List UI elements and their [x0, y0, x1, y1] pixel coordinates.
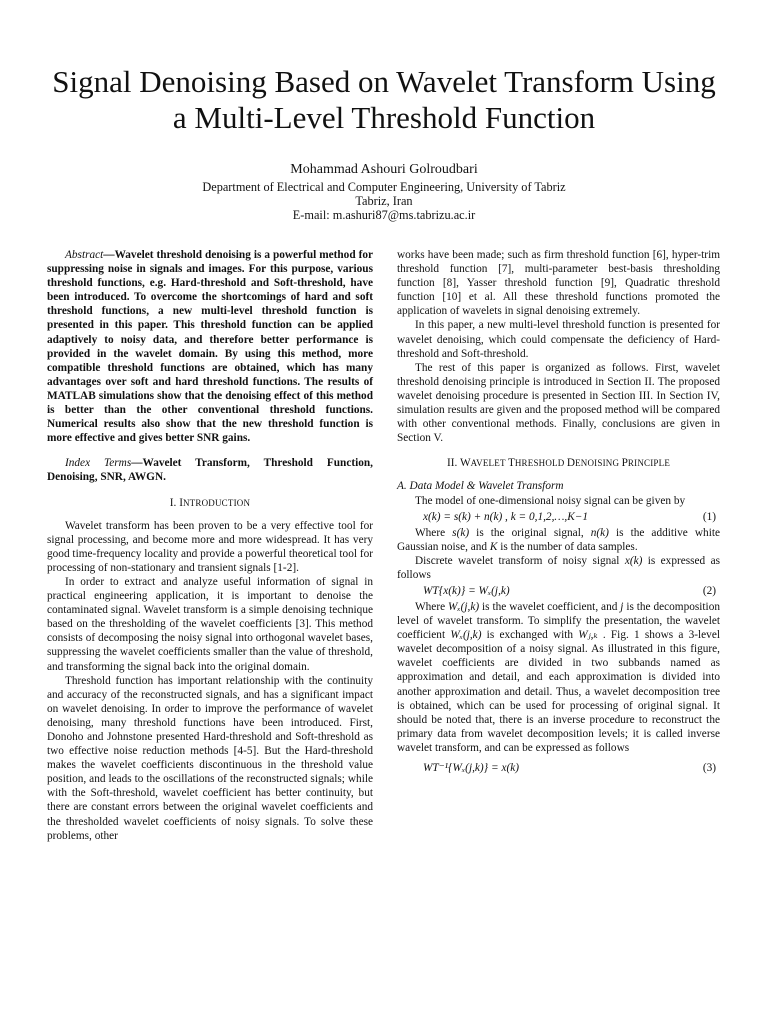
- right-intro-paragraph-3: The rest of this paper is organized as follows. First, wavelet threshold denoising principle is introduced in Section II. The proposed wavelet denoising procedure is presented in Section III. In Section IV, simulation results are given and the proposed method will be compared with other conventional methods. Finally, conclusions are given in Section V.: [397, 361, 720, 445]
- equation-3: [397, 759, 720, 777]
- where-paragraph-2: Where Wₓ(j,k) is the wavelet coefficient, and j is the decomposition level of wavelet transform. To simplify the presentation, the wavelet coefficient Wₓ(j,k) is exchanged with Wⱼ,ₖ . Fig. 1 shows a 3-level wavelet decomposition of a noisy signal. As illustrated in this figure, wavelet coefficients are divided in two subbands named as approximation and detail, and each approximation is divided into another approximation and detail. Thus, a wavelet decomposition tree is obtained, which can be used for processing of original signal. It should be noted that, there is an inverse procedure to reconstruct the primary data from wavelet decomposition levels; it is called inverse wavelet transform, and can be expressed as follows: [397, 600, 720, 754]
- equation-2-number: (2): [702, 584, 716, 597]
- intro-paragraph-3: Threshold function has important relationship with the continuity and accuracy of the reconstructed signals, and has a significant impact on wavelet denoising. In order to improve the performance of wavelet denoising, many threshold functions have been introduced. First, Donoho and Johnstone presented Hard-threshold and Soft-threshold as two effective noise reduction methods [4-5]. But the Hard-threshold makes the wavelet coefficients discontinuous in the threshold value position, and leads to the oscillations of the reconstructed signals; while with the Soft-threshold, wavelet coefficient has better continuity, but there are constant errors between the original wavelet coefficients and the thresholded wavelet coefficients of noisy signals. To solve these problems, other: [47, 674, 373, 842]
- equation-1-expression: x(k) = s(k) + n(k) , k = 0,1,2,…,K−1: [423, 510, 589, 523]
- model-intro: The model of one-dimensional noisy signal can be given by: [415, 494, 686, 507]
- equation-1: [397, 508, 720, 526]
- equation-2-expression: WT{x(k)} = Wₓ(j,k): [423, 584, 510, 597]
- index-terms-lead: Index Terms: [65, 457, 132, 470]
- right-intro-paragraph-2: In this paper, a new multi-level threshold function is presented for wavelet denoising, which could compensate the deficiency of Hard-threshold and Soft-threshold.: [397, 319, 720, 360]
- affiliation: Department of Electrical and Computer Engineering, University of Tabriz: [202, 180, 566, 194]
- index-terms-text: —Wavelet Transform, Threshold Function, Denoising, SNR, AWGN.: [47, 457, 374, 484]
- dwt-paragraph: Discrete wavelet transform of noisy signal x(k) is expressed as follows: [397, 554, 720, 581]
- right-column: [397, 248, 720, 777]
- where-paragraph-1: Where s(k) is the original signal, n(k) is the additive white Gaussian noise, and K is the number of data samples.: [397, 526, 720, 553]
- intro-paragraph-1: Wavelet transform has been proven to be a very effective tool for signal processing, and become more and more widespread. It has very good time-frequency locality and provide a powerful theoretical tool for processing of non-stationary and transient signals [1-2].: [47, 519, 373, 574]
- section-2-heading: II. WAVELET THRESHOLD DENOISING PRINCIPLE: [446, 457, 671, 470]
- equation-3-expression: WT⁻¹{Wₓ(j,k)} = x(k): [423, 762, 520, 774]
- intro-paragraph-2: In order to extract and analyze useful information of signal in practical engineering application, it is important to denoise the contaminated signal. Wavelet transform is a simple denoising technique based on the thresholding of the wavelet coefficients [3]. This method consists of decomposing the noisy signal into orthogonal wavelet bases, suppressing the wavelet coefficients smaller than the value of threshold, and transforming the signal back into the original domain.: [47, 575, 373, 673]
- abstract: [47, 248, 373, 445]
- left-column: [47, 248, 373, 843]
- abstract-lead: Abstract: [65, 249, 104, 261]
- equation-1-number: (1): [702, 510, 716, 523]
- equation-2: [397, 582, 720, 600]
- index-terms: [47, 456, 373, 484]
- section-1-heading: I. INTRODUCTION: [169, 496, 251, 509]
- location: Tabriz, Iran: [355, 194, 413, 208]
- title-line-2: a Multi-Level Threshold Function: [172, 100, 596, 135]
- email: E-mail: m.ashuri87@ms.tabrizu.ac.ir: [292, 208, 476, 222]
- subsection-a-heading: A. Data Model & Wavelet Transform: [397, 480, 564, 493]
- author-name: Mohammad Ashouri Golroudbari: [290, 162, 478, 177]
- abstract-text: —Wavelet threshold denoising is a powerful method for suppressing noise in signals and images. For this purpose, various threshold functions, e.g. Hard-threshold and Soft-threshold, have been introduced. To overcome the shortcomings of hard and soft threshold functions, a new multi-level threshold function is presented in this paper. This threshold function can be applied adaptively to noisy data, and therefore better performance is provided in the wavelet domain. By using this method, more compatible threshold functions are obtained, which has many advantages over soft and hard threshold functions. The results of MATLAB simulations show that the denoising effect of this method is better than the other conventional threshold functions. Numerical results also show that the new threshold function is more effective and gives better SNR gains.: [47, 249, 373, 445]
- title-line-1: Signal Denoising Based on Wavelet Transform Using: [52, 64, 716, 99]
- equation-3-number: (3): [702, 762, 716, 774]
- right-intro-paragraph-1: works have been made; such as firm threshold function [6], hyper-trim threshold function [7], multi-parameter best-basis thresholding function [8], Yasser threshold function [9], Quadratic threshold function [10] et al. All these threshold functions promoted the application of wavelets in signal denoising extremely.: [397, 249, 720, 318]
- paper-title: [20, 64, 748, 136]
